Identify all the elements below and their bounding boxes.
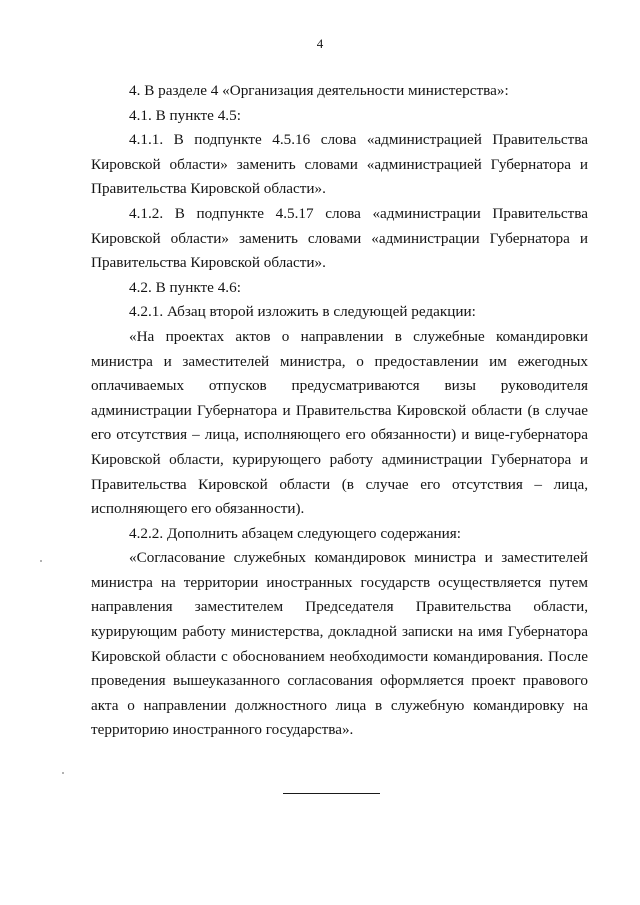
paragraph-4-1-2: 4.1.2. В подпункте 4.5.17 слова «администрации Правительства Кировской области» заменить словами «администрации Губернатора и Правительства Кировской области». [91, 204, 588, 272]
paragraph-section-4: 4. В разделе 4 «Организация деятельности министерства»: [129, 82, 509, 99]
paragraph-4-2-2: 4.2.2. Дополнить абзацем следующего содержания: [129, 524, 461, 542]
paragraph-quote-business-trips: «Согласование служебных командировок министра и заместителей министра на территории иностранных государств осуществляется путем направления заместителем Председателя Правительства области, курирующим работу министерства, докладной записки на имя Губернатора Кировской области с обоснованием необходимости командирования. После проведения вышеуказанного согласования оформляется проект правового акта о направлении должностного лица в служебную командировку на территорию иностранного государства». [91, 549, 588, 739]
paragraph-4-2: 4.2. В пункте 4.6: [129, 278, 241, 296]
page-number: 4 [316, 36, 324, 51]
scan-speck [40, 560, 42, 562]
closing-line [283, 793, 380, 794]
document-body [91, 79, 588, 743]
paragraph-4-2-1: 4.2.1. Абзац второй изложить в следующей редакции: [129, 303, 476, 321]
scan-speck [62, 772, 64, 774]
paragraph-quote-visas: «На проектах актов о направлении в служебные командировки министра и заместителей министра, о предоставлении им ежегодных оплачиваемых отпусков предусматриваются визы руководителя администрации Губернатора и Правительства Кировской области (в случае его отсутствия – лица, исполняющего его обязанности) и вице-губернатора Кировской области, курирующего работу администрации Губернатора и Правительства Кировской области (в случае его отсутствия – лица, исполняющего его обязанности). [91, 327, 588, 518]
paragraph-4-1: 4.1. В пункте 4.5: [129, 106, 241, 124]
paragraph-4-1-1: 4.1.1. В подпункте 4.5.16 слова «администрацией Правительства Кировской области» заменить словами «администрацией Губернатора и Правительства Кировской области». [91, 131, 588, 198]
